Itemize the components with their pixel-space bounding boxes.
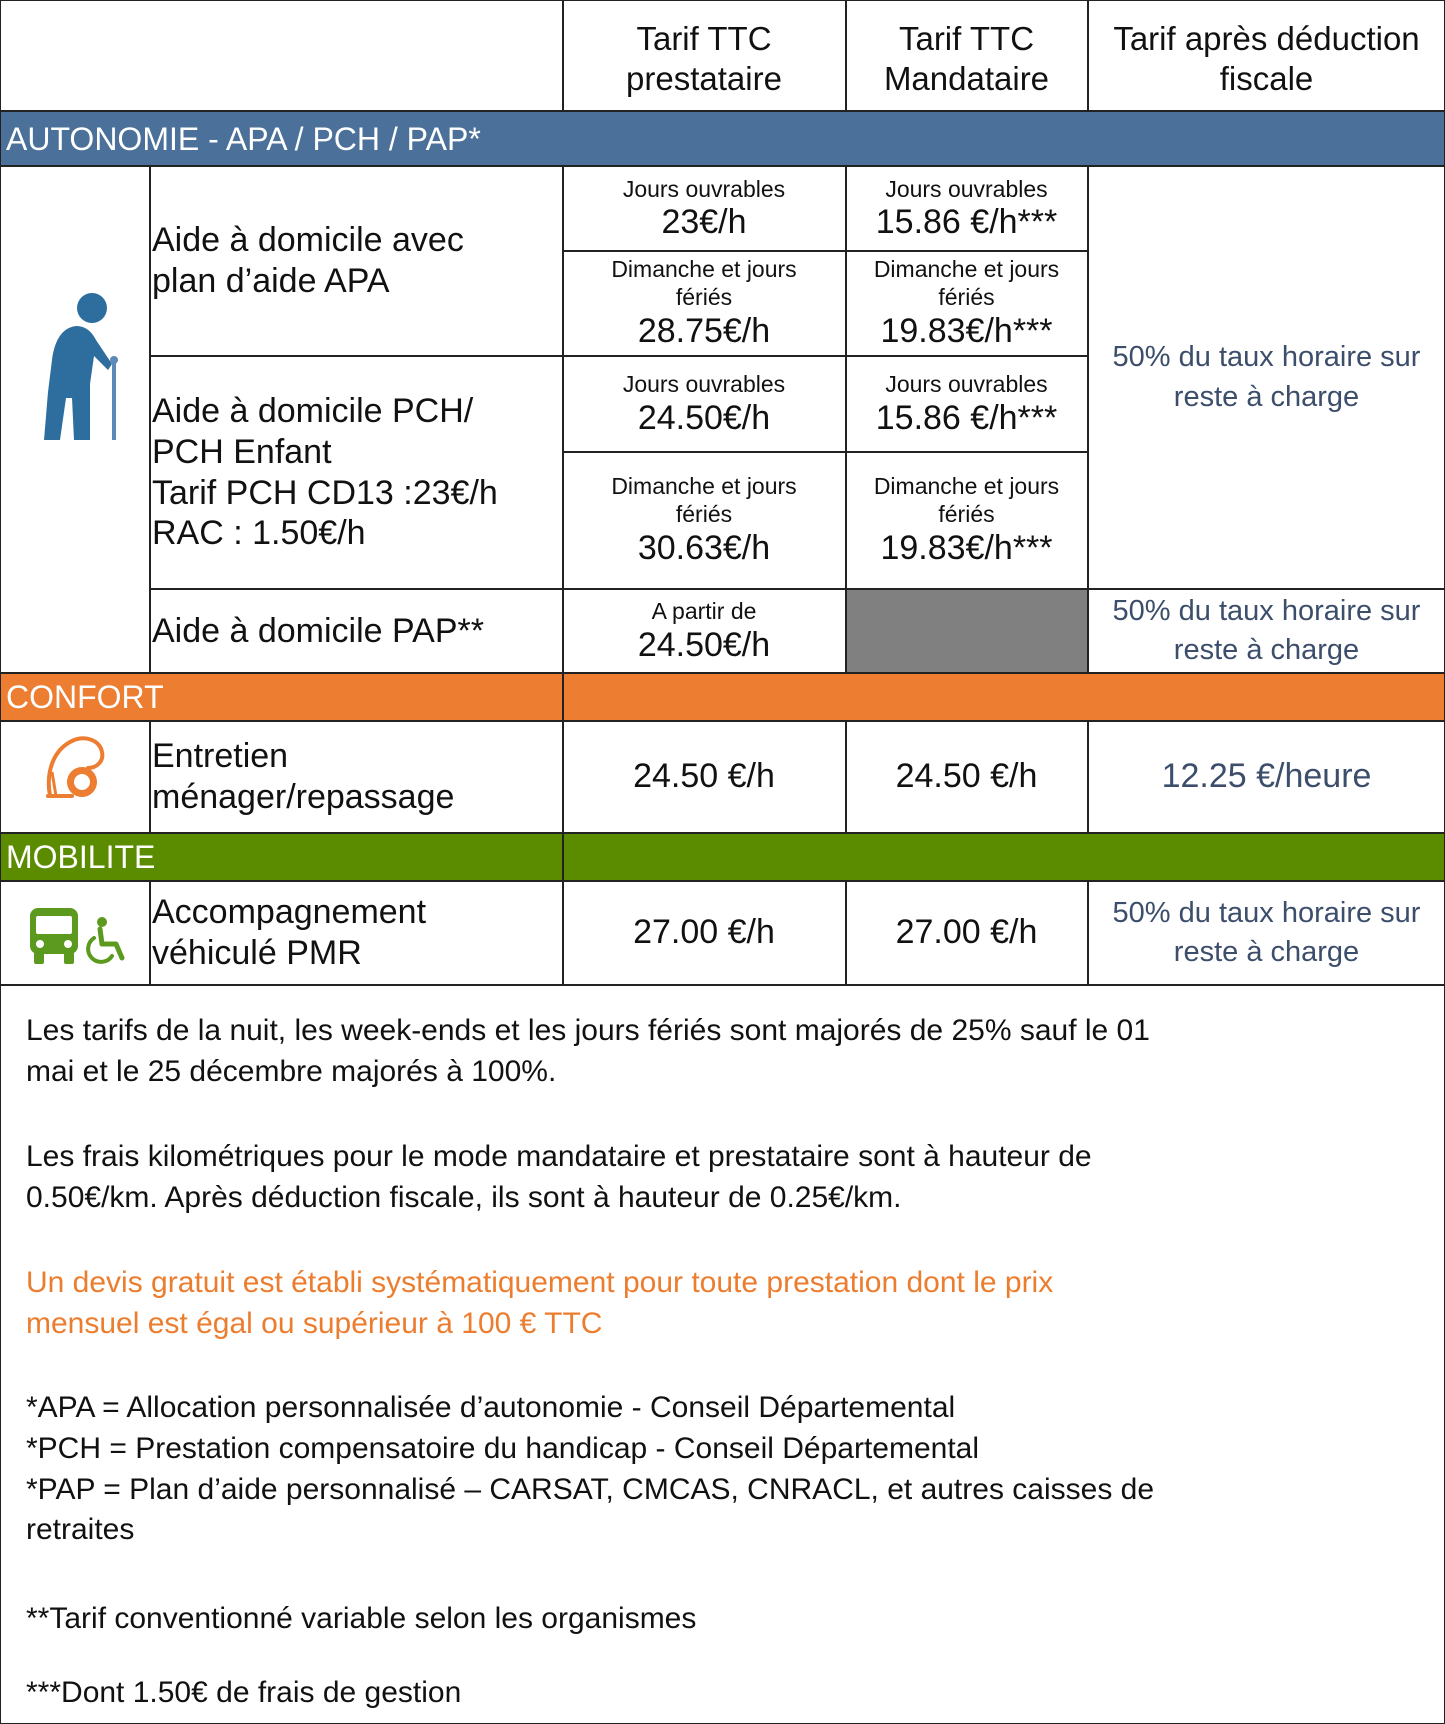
apa-label-line2: plan d’aide APA xyxy=(152,262,390,300)
mobilite-label xyxy=(152,882,557,984)
pap-deduction xyxy=(1088,590,1445,672)
pch-prestataire-sunday xyxy=(563,452,845,588)
apa-pch-deduction-line1: 50% du taux horaire sur xyxy=(1112,341,1421,374)
bus-icon xyxy=(28,906,80,966)
apa-pch-deduction-line2: reste à charge xyxy=(1173,380,1360,413)
note-devis xyxy=(26,1262,1419,1345)
confort-deduction: 12.25 €/heure xyxy=(1161,757,1372,796)
note-tarif-conventionne: **Tarif conventionné variable selon les organismes xyxy=(26,1602,697,1635)
pap-deduction-line2: reste à charge xyxy=(1173,634,1360,666)
confort-label-line2: ménager/repassage xyxy=(152,778,455,816)
elderly-person-icon xyxy=(24,292,128,442)
header-mandataire xyxy=(846,14,1087,104)
mobilite-mandataire: 27.00 €/h xyxy=(895,913,1038,952)
pch-mandataire-sunday-label1: Dimanche et jours xyxy=(873,472,1060,499)
pch-prestataire-weekday-price: 24.50€/h xyxy=(637,398,771,437)
mobilite-label-line1: Accompagnement xyxy=(152,893,427,932)
apa-prestataire-weekday xyxy=(563,167,845,250)
apa-mandataire-sunday-label1: Dimanche et jours xyxy=(873,255,1060,282)
note-frais-gestion: ***Dont 1.50€ de frais de gestion xyxy=(26,1676,462,1709)
definition-pap: *PAP = Plan d’aide personnalisé – CARSAT, CMCAS, CNRACL, et autres caisses de xyxy=(26,1472,1155,1506)
apa-prestataire-sunday-price: 28.75€/h xyxy=(637,312,771,351)
header-mandataire-line1: Tarif TTC xyxy=(898,20,1035,58)
confort-label xyxy=(152,722,557,832)
apa-label-line1: Aide à domicile avec xyxy=(152,221,464,260)
pap-label: Aide à domicile PAP** xyxy=(152,611,484,650)
pch-label-line3: Tarif PCH CD13 :23€/h xyxy=(152,473,498,512)
wheelchair-icon xyxy=(84,916,128,964)
pch-prestataire-sunday-label2: fériés xyxy=(675,501,733,528)
apa-pch-deduction xyxy=(1088,167,1445,588)
mobilite-label-line2: véhiculé PMR xyxy=(152,934,362,972)
apa-prestataire-weekday-price: 23€/h xyxy=(661,203,747,242)
mobilite-deduction-line2: reste à charge xyxy=(1173,936,1360,968)
pch-prestataire-weekday xyxy=(563,357,845,451)
pch-mandataire-weekday xyxy=(846,357,1087,451)
definition-apa: *APA = Allocation personnalisée d’autonomie - Conseil Départemental xyxy=(26,1391,956,1424)
pch-label-line1: Aide à domicile PCH/ xyxy=(152,391,474,430)
pap-prestataire-price: 24.50€/h xyxy=(637,625,771,664)
note-majoration-line1: Les tarifs de la nuit, les week-ends et les jours fériés sont majorés de 25% sauf le 01 xyxy=(26,1014,1150,1047)
confort-label-line1: Entretien xyxy=(152,737,289,776)
apa-prestataire-sunday xyxy=(563,251,845,355)
apa-mandataire-sunday-label2: fériés xyxy=(938,284,995,311)
mobilite-title: MOBILITE xyxy=(6,839,156,875)
pch-mandataire-weekday-price: 15.86 €/h*** xyxy=(875,398,1058,437)
note-majoration xyxy=(26,1010,1419,1093)
apa-prestataire-sunday-label1: Dimanche et jours xyxy=(611,255,797,282)
apa-mandataire-weekday-label: Jours ouvrables xyxy=(885,175,1048,202)
pap-prestataire xyxy=(563,590,845,672)
pch-mandataire-sunday-label2: fériés xyxy=(938,501,995,528)
pap-deduction-line1: 50% du taux horaire sur xyxy=(1112,594,1421,627)
header-deduction-line2: fiscale xyxy=(1219,60,1314,97)
mobilite-deduction xyxy=(1088,882,1445,984)
note-definitions xyxy=(26,1388,1419,1551)
apa-label xyxy=(152,167,557,355)
apa-prestataire-weekday-label: Jours ouvrables xyxy=(622,175,786,202)
confort-title: CONFORT xyxy=(6,679,164,715)
mobilite-prestataire: 27.00 €/h xyxy=(633,913,775,952)
note-devis-line2: mensuel est égal ou supérieur à 100 € TTC xyxy=(26,1307,603,1341)
autonomie-title: AUTONOMIE - APA / PCH / PAP* xyxy=(6,120,481,157)
pap-prestataire-label: A partir de xyxy=(651,598,757,625)
header-prestataire-line1: Tarif TTC xyxy=(636,20,772,58)
pch-mandataire-weekday-label: Jours ouvrables xyxy=(885,371,1048,398)
apa-mandataire-sunday xyxy=(846,251,1087,355)
apa-mandataire-weekday-price: 15.86 €/h*** xyxy=(875,203,1058,242)
header-deduction-line1: Tarif après déduction xyxy=(1113,20,1420,58)
apa-mandataire-sunday-price: 19.83€/h*** xyxy=(880,312,1053,351)
header-prestataire-line2: prestataire xyxy=(626,60,782,97)
confort-mandataire: 24.50 €/h xyxy=(895,757,1038,796)
header-deduction xyxy=(1088,14,1445,104)
mobilite-deduction-line1: 50% du taux horaire sur xyxy=(1112,896,1421,929)
pch-prestataire-sunday-price: 30.63€/h xyxy=(637,529,771,568)
note-devis-line1: Un devis gratuit est établi systématiquement pour toute prestation dont le prix xyxy=(26,1266,1054,1299)
apa-prestataire-sunday-label2: fériés xyxy=(675,284,733,311)
pch-prestataire-weekday-label: Jours ouvrables xyxy=(622,371,786,398)
confort-prestataire: 24.50 €/h xyxy=(633,757,775,796)
note-frais-km-line2: 0.50€/km. Après déduction fiscale, ils sont à hauteur de 0.25€/km. xyxy=(26,1181,902,1215)
definition-pap-cont: retraites xyxy=(26,1513,135,1547)
note-majoration-line2: mai et le 25 décembre majorés à 100%. xyxy=(26,1055,557,1089)
vacuum-cleaner-icon xyxy=(42,734,106,800)
note-frais-km-line1: Les frais kilométriques pour le mode mandataire et prestataire sont à hauteur de xyxy=(26,1140,1092,1173)
apa-mandataire-weekday xyxy=(846,167,1087,250)
note-frais-km xyxy=(26,1136,1419,1219)
pch-mandataire-sunday xyxy=(846,452,1087,588)
header-prestataire xyxy=(563,14,845,104)
pch-label-line4: RAC : 1.50€/h xyxy=(152,514,366,553)
pch-prestataire-sunday-label1: Dimanche et jours xyxy=(611,472,797,499)
definition-pch: *PCH = Prestation compensatoire du handicap - Conseil Départemental xyxy=(26,1431,980,1465)
pch-label xyxy=(152,357,557,588)
header-mandataire-line2: Mandataire xyxy=(883,60,1050,97)
pch-label-line2: PCH Enfant xyxy=(152,432,332,471)
pch-mandataire-sunday-price: 19.83€/h*** xyxy=(880,529,1053,568)
